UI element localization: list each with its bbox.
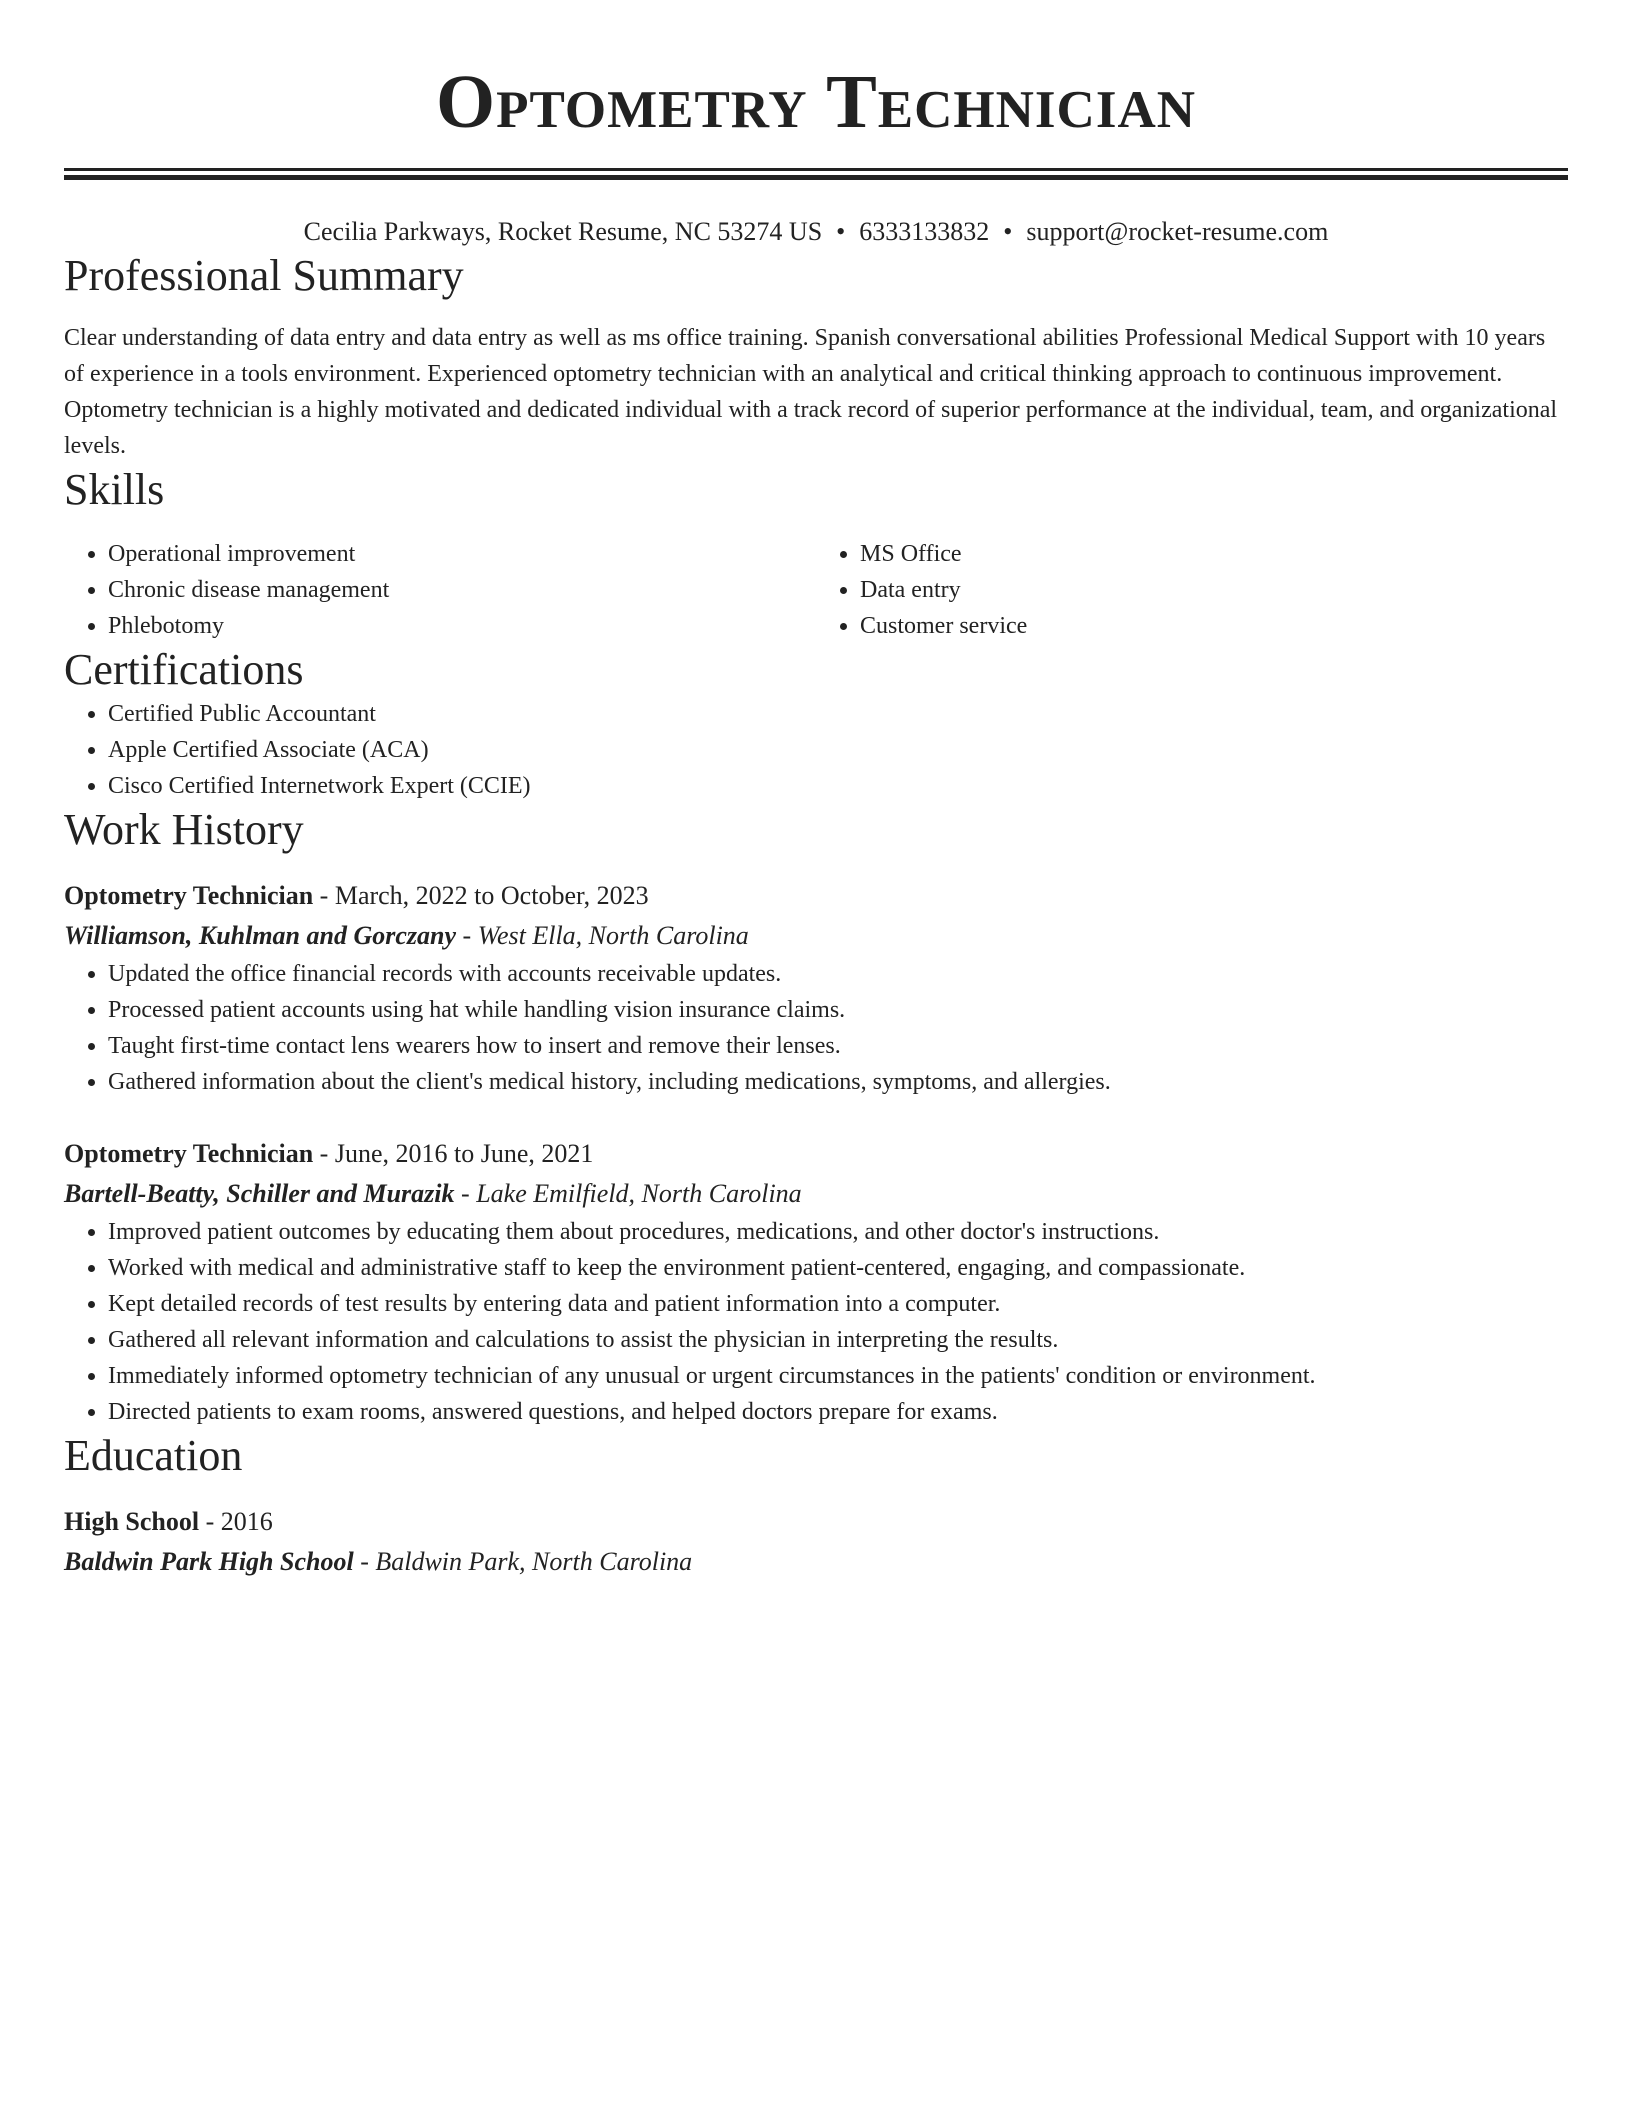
contact-separator: •: [1003, 217, 1013, 246]
job-duty: • Gathered information about the client's medical history, including medications, symptoms, and allergies.: [108, 1064, 1568, 1100]
education-year: - 2016: [199, 1507, 273, 1536]
contact-phone: 6333133832: [859, 217, 990, 246]
skill-item: • Data entry: [860, 572, 1568, 608]
job-duties-list: [64, 956, 1568, 1100]
education-location: - Baldwin Park, North Carolina: [353, 1547, 693, 1576]
job-company: Williamson, Kuhlman and Gorczany: [64, 921, 457, 950]
job-duties-list: [64, 1214, 1568, 1430]
job-location: - Lake Emilfield, North Carolina: [454, 1179, 802, 1208]
job-header: [64, 1134, 1568, 1174]
job-entry: [64, 876, 1568, 1100]
job-header: [64, 876, 1568, 916]
job-duty: • Directed patients to exam rooms, answered questions, and helped doctors prepare for exams.: [108, 1394, 1568, 1430]
summary-heading: Professional Summary: [64, 251, 464, 300]
job-duty: • Processed patient accounts using hat while handling vision insurance claims.: [108, 992, 1568, 1028]
skills-columns: [64, 536, 1568, 644]
certification-item: • Apple Certified Associate (ACA): [108, 732, 1568, 768]
education-header: [64, 1502, 1568, 1542]
job-duty: • Improved patient outcomes by educating them about procedures, medications, and other doctor's instructions.: [108, 1214, 1568, 1250]
certification-item: • Cisco Certified Internetwork Expert (CCIE): [108, 768, 1568, 804]
education-school-line: [64, 1542, 1568, 1582]
skill-item: • Chronic disease management: [108, 572, 816, 608]
skill-item: • Phlebotomy: [108, 608, 816, 644]
skills-list-right: [816, 536, 1568, 644]
job-location: - West Ella, North Carolina: [456, 921, 749, 950]
job-dates: - March, 2022 to October, 2023: [313, 881, 649, 910]
job-title: Optometry Technician: [64, 1139, 314, 1168]
job-duty: • Worked with medical and administrative staff to keep the environment patient-centered, engaging, and compassionate.: [108, 1250, 1568, 1286]
certifications-list: [64, 696, 1568, 804]
skill-item: • MS Office: [860, 536, 1568, 572]
contact-line: [64, 214, 1568, 250]
skill-item: • Operational improvement: [108, 536, 816, 572]
job-duty: • Kept detailed records of test results by entering data and patient information into a computer.: [108, 1286, 1568, 1322]
education-school: Baldwin Park High School: [64, 1547, 354, 1576]
job-company: Bartell-Beatty, Schiller and Murazik: [64, 1179, 455, 1208]
skills-heading: Skills: [64, 465, 165, 514]
job-duty: • Updated the office financial records with accounts receivable updates.: [108, 956, 1568, 992]
skill-item: • Customer service: [860, 608, 1568, 644]
job-duty: • Immediately informed optometry technician of any unusual or urgent circumstances in the patients' condition or environment.: [108, 1358, 1568, 1394]
skills-list-left: [64, 536, 816, 644]
candidate-name: Optometry Technician: [435, 60, 1197, 144]
education-heading: Education: [64, 1431, 243, 1480]
contact-separator: •: [836, 217, 846, 246]
certifications-heading: Certifications: [64, 645, 304, 694]
contact-address: Cecilia Parkways, Rocket Resume, NC 53274 US: [303, 217, 823, 246]
summary-text: Clear understanding of data entry and data entry as well as ms office training. Spanish conversational abilities Professional Medical Support with 10 years of experience in a tools environment. Experienced optometry technician with an analytical and critical thinking approach to continuous improvement. Optometry technician is a highly motivated and dedicated individual with a track record of superior performance at the individual, team, and organizational levels.: [64, 325, 1558, 459]
contact-email: support@rocket-resume.com: [1026, 217, 1329, 246]
header-divider: [64, 168, 1568, 180]
certification-item: • Certified Public Accountant: [108, 696, 1568, 732]
work-history-heading: Work History: [64, 805, 304, 854]
job-dates: - June, 2016 to June, 2021: [313, 1139, 594, 1168]
job-employer-line: [64, 916, 1568, 956]
job-duty: • Taught first-time contact lens wearers how to insert and remove their lenses.: [108, 1028, 1568, 1064]
job-title: Optometry Technician: [64, 881, 314, 910]
job-duty: • Gathered all relevant information and calculations to assist the physician in interpreting the results.: [108, 1322, 1568, 1358]
job-entry: [64, 1134, 1568, 1430]
education-degree: High School: [64, 1507, 200, 1536]
job-employer-line: [64, 1174, 1568, 1214]
